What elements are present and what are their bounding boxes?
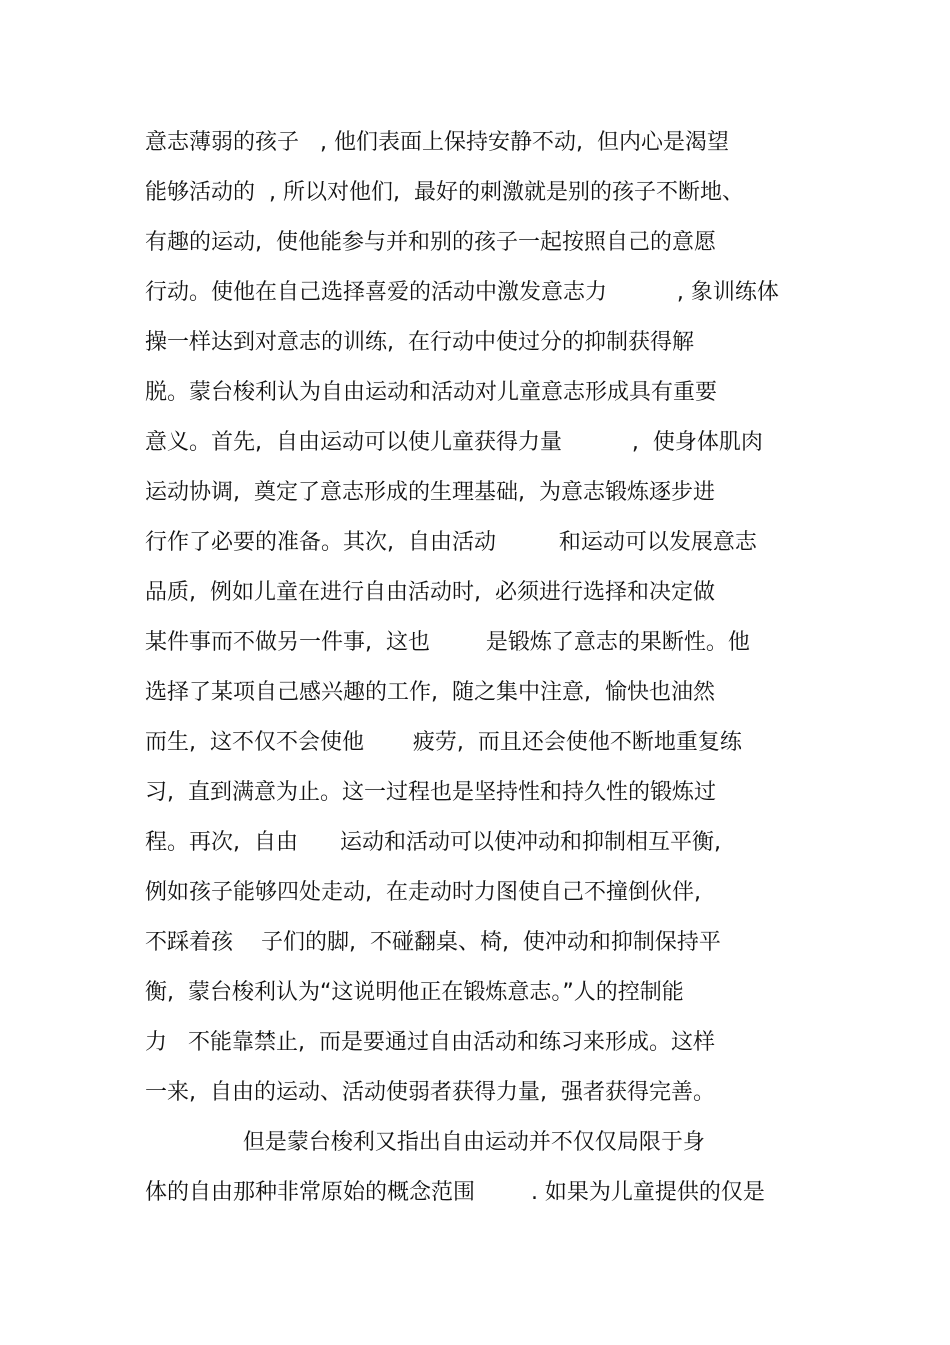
paragraph-line: 不踩着孩 子们的脚, 不碰翻桌、椅, 使冲动和抑制保持平 (145, 930, 721, 955)
paragraph-line: 行动。使他在自己选择喜爱的活动中激发意志力 , 象训练体 (145, 280, 779, 305)
paragraph-line: 衡, 蒙台梭利认为“这说明他正在锻炼意志。”人的控制能 (145, 980, 684, 1005)
paragraph-line: 力 不能靠禁止, 而是要通过自由活动和练习来形成。这样 (145, 1030, 715, 1055)
paragraph-line: 意义。首先, 自由运动可以使儿童获得力量 , 使身体肌肉 (145, 430, 763, 455)
paragraph-line: 运动协调, 奠定了意志形成的生理基础, 为意志锻炼逐步进 (145, 480, 715, 505)
paragraph-line: 有趣的运动, 使他能参与并和别的孩子一起按照自己的意愿 (145, 230, 716, 255)
paragraph-line: 脱。蒙台梭利认为自由运动和活动对儿童意志形成具有重要 (145, 380, 718, 405)
paragraph-line: 操一样达到对意志的训练, 在行动中使过分的抑制获得解 (145, 330, 694, 355)
paragraph-line: 而生, 这不仅不会使他 疲劳, 而且还会使他不断地重复练 (145, 730, 742, 755)
paragraph-line: 意志薄弱的孩子 , 他们表面上保持安静不动, 但内心是渴望 (145, 130, 729, 155)
paragraph-line: 某件事而不做另一件事, 这也 是锻炼了意志的果断性。他 (145, 630, 750, 655)
paragraph-line: 行作了必要的准备。其次, 自由活动 和运动可以发展意志 (145, 530, 757, 555)
paragraph-line: 能够活动的 , 所以对他们, 最好的刺激就是别的孩子不断地、 (145, 180, 744, 205)
paragraph-line: 选择了某项自己感兴趣的工作, 随之集中注意, 愉快也油然 (145, 680, 715, 705)
paragraph-line: 品质, 例如儿童在进行自由活动时, 必须进行选择和决定做 (145, 580, 715, 605)
paragraph-line: 程。再次, 自由 运动和活动可以使冲动和抑制相互平衡, (145, 830, 721, 855)
paragraph-line: 但是蒙台梭利又指出自由运动并不仅仅局限于身 (145, 1130, 705, 1155)
paragraph-line: 习, 直到满意为止。这一过程也是坚持性和持久性的锻炼过 (145, 780, 716, 805)
paragraph-line: 体的自由那种非常原始的概念范围 . 如果为儿童提供的仅是 (145, 1180, 765, 1205)
paragraph-line: 一来, 自由的运动、活动使弱者获得力量, 强者获得完善。 (145, 1080, 715, 1105)
paragraph-line: 例如孩子能够四处走动, 在走动时力图使自己不撞倒伙伴, (145, 880, 701, 905)
